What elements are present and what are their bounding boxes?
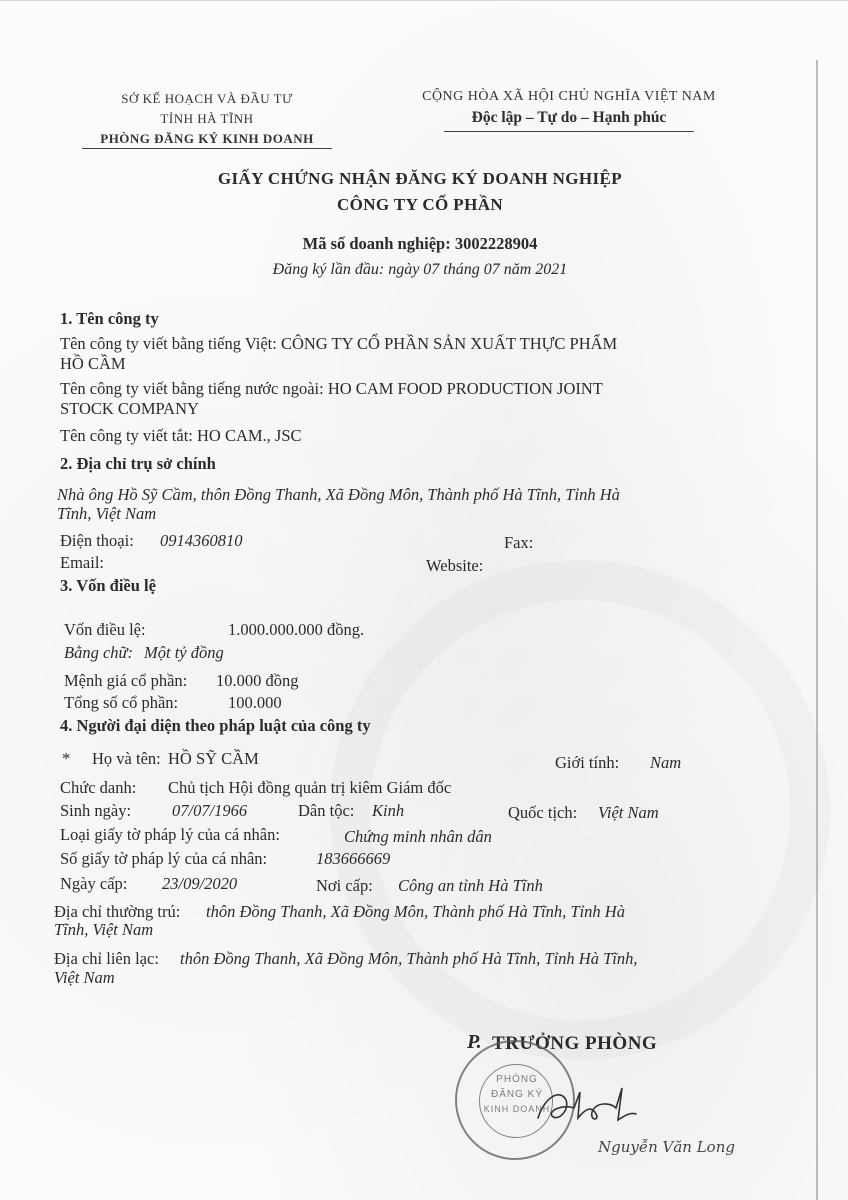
seal-text-top: PHÒNG: [496, 1074, 538, 1085]
rep-permanent-label: Địa chỉ thường trú:: [54, 902, 181, 921]
document-title: GIẤY CHỨNG NHẬN ĐĂNG KÝ DOANH NGHIỆP: [217, 169, 623, 188]
rep-dob-value: 07/07/1966: [172, 801, 248, 820]
section1-heading: 1. Tên công ty: [60, 309, 159, 328]
company-name-vn-line1: Tên công ty viết bằng tiếng Việt: CÔNG TY CỔ PHẦN SẢN XUẤT THỰC PHẨM: [60, 334, 618, 353]
address-line2: Tĩnh, Việt Nam: [57, 504, 157, 523]
rep-contact-line1: thôn Đồng Thanh, Xã Đồng Môn, Thành phố Hà Tĩnh, Tỉnh Hà Tĩnh,: [180, 949, 638, 968]
company-name-foreign-line2: STOCK COMPANY: [60, 399, 199, 418]
rep-nationality-label: Quốc tịch:: [508, 803, 578, 822]
rep-issue-place-value: Công an tỉnh Hà Tĩnh: [398, 876, 543, 895]
rep-issue-date-label: Ngày cấp:: [60, 874, 128, 893]
capital-words-value: Một tỷ đồng: [144, 643, 224, 662]
document-subtitle: CÔNG TY CỔ PHẦN: [336, 195, 504, 214]
rep-dob-label: Sinh ngày:: [60, 801, 132, 820]
rep-gender-label: Giới tính:: [555, 753, 620, 772]
rep-nationality-value: Việt Nam: [598, 803, 659, 822]
nation-line-2: Độc lập – Tự do – Hạnh phúc: [471, 109, 667, 126]
rep-contact-line2: Việt Nam: [54, 968, 115, 987]
scan-edge-right: [816, 60, 818, 1200]
rep-id-number-value: 183666669: [316, 849, 391, 868]
capital-value: 1.000.000.000 đồng.: [228, 620, 365, 639]
address-line1: Nhà ông Hồ Sỹ Cầm, thôn Đồng Thanh, Xã Đồng Môn, Thành phố Hà Tĩnh, Tỉnh Hà: [57, 485, 620, 504]
rep-title-value: Chủ tịch Hội đồng quản trị kiêm Giám đốc: [168, 778, 452, 797]
rep-gender-value: Nam: [650, 753, 682, 772]
company-short-name: Tên công ty viết tắt: HO CAM., JSC: [60, 426, 302, 445]
rep-id-type-value: Chứng minh nhân dân: [344, 827, 492, 846]
signature-prefix: P.: [467, 1031, 482, 1053]
section4-heading: 4. Người đại diện theo pháp luật của công ty: [60, 716, 371, 735]
rep-permanent-line2: Tĩnh, Việt Nam: [54, 920, 154, 939]
rep-bullet: *: [62, 749, 71, 768]
scan-edge-top: [0, 0, 848, 7]
par-value-label: Mệnh giá cổ phần:: [64, 671, 188, 690]
rep-id-type-label: Loại giấy tờ pháp lý của cá nhân:: [60, 825, 280, 844]
signature-role: TRƯỞNG PHÒNG: [492, 1033, 658, 1054]
company-name-vn-line2: HỒ CẦM: [60, 354, 126, 373]
rep-id-number-label: Số giấy tờ pháp lý của cá nhân:: [60, 849, 268, 868]
agency-line-2: TỈNH HÀ TĨNH: [160, 111, 254, 126]
seal-text-mid: ĐĂNG KÝ: [490, 1089, 543, 1100]
agency-line-3: PHÒNG ĐĂNG KÝ KINH DOANH: [100, 131, 314, 146]
agency-line-1: SỞ KẾ HOẠCH VÀ ĐẦU TƯ: [121, 91, 293, 106]
total-shares-value: 100.000: [228, 693, 282, 712]
capital-label: Vốn điều lệ:: [64, 620, 146, 639]
tax-code: Mã số doanh nghiệp: 3002228904: [302, 234, 538, 253]
rep-issue-place-label: Nơi cấp:: [316, 876, 373, 895]
par-value: 10.000 đồng: [216, 671, 299, 690]
rep-issue-date-value: 23/09/2020: [162, 874, 238, 893]
website-label: Website:: [426, 556, 484, 575]
first-registration-date: Đăng ký lần đầu: ngày 07 tháng 07 năm 2021: [272, 261, 568, 278]
nation-line-1: CỘNG HÒA XÃ HỘI CHỦ NGHĨA VIỆT NAM: [422, 89, 716, 104]
fax-label: Fax:: [504, 533, 534, 552]
seal-text-bottom: KINH DOANH: [483, 1104, 551, 1114]
total-shares-label: Tổng số cổ phần:: [64, 693, 179, 712]
section2-heading: 2. Địa chỉ trụ sở chính: [60, 454, 216, 473]
rep-ethnicity-label: Dân tộc:: [298, 801, 355, 820]
rep-permanent-line1: thôn Đồng Thanh, Xã Đồng Môn, Thành phố Hà Tĩnh, Tỉnh Hà: [206, 902, 625, 921]
phone-label: Điện thoại:: [60, 531, 134, 550]
company-name-foreign-line1: Tên công ty viết bằng tiếng nước ngoài: HO CAM FOOD PRODUCTION JOINT: [60, 379, 603, 398]
section3-heading: 3. Vốn điều lệ: [60, 576, 156, 595]
email-label: Email:: [60, 553, 104, 572]
capital-words-label: Bằng chữ:: [64, 643, 134, 662]
rep-contact-label: Địa chỉ liên lạc:: [54, 949, 159, 968]
agency-underline: [82, 148, 332, 149]
handwritten-signature: [530, 1078, 640, 1138]
watermark-emblem: [330, 556, 830, 1060]
rep-title-label: Chức danh:: [60, 778, 137, 797]
phone-value: 0914360810: [160, 531, 243, 550]
rep-ethnicity-value: Kinh: [372, 801, 405, 820]
nation-underline: [444, 131, 694, 132]
rep-name-value: HỒ SỸ CẦM: [168, 749, 259, 768]
signer-name: Nguyễn Văn Long: [598, 1138, 735, 1156]
rep-name-label: Họ và tên:: [92, 749, 161, 768]
